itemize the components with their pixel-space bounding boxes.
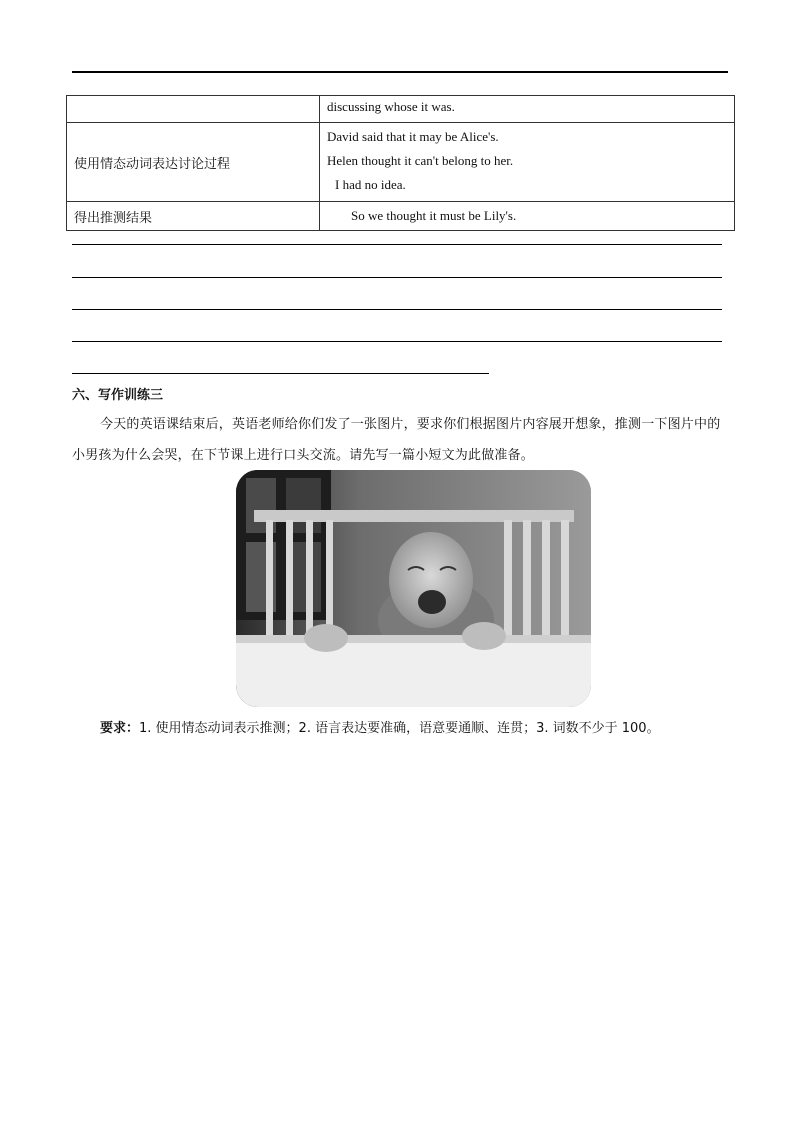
writing-structure-table bbox=[66, 95, 735, 231]
table-cell-left: 得出推测结果 bbox=[67, 202, 320, 231]
table-cell-left bbox=[67, 96, 320, 123]
table-row bbox=[67, 202, 735, 231]
table-row bbox=[67, 123, 735, 202]
table-cell-right bbox=[320, 202, 735, 231]
cell-line: Helen thought it can't belong to her. bbox=[327, 153, 514, 168]
writing-line[interactable] bbox=[72, 277, 722, 278]
table-row bbox=[67, 96, 735, 123]
cell-text: discussing whose it was. bbox=[327, 99, 455, 114]
requirements-text: 1. 使用情态动词表示推测；2. 语言表达要准确，语意要通顺、连贯；3. 词数不少于 100。 bbox=[139, 721, 660, 736]
crying-baby-photo bbox=[236, 470, 591, 707]
requirements-label: 要求： bbox=[100, 721, 140, 736]
cell-line: David said that it may be Alice's. bbox=[327, 129, 499, 144]
table-cell-left: 使用情态动词表达讨论过程 bbox=[67, 123, 320, 202]
cell-line: I had no idea. bbox=[335, 177, 406, 192]
table-cell-right bbox=[320, 96, 735, 123]
header-rule bbox=[72, 71, 728, 73]
writing-line[interactable] bbox=[72, 341, 722, 342]
photo-illustration bbox=[236, 470, 591, 707]
table-cell-right bbox=[320, 123, 735, 202]
requirements bbox=[100, 717, 660, 736]
writing-line[interactable] bbox=[72, 309, 722, 310]
writing-line[interactable] bbox=[72, 244, 722, 245]
writing-line[interactable] bbox=[72, 373, 489, 374]
section-title: 六、写作训练三 bbox=[72, 388, 164, 403]
cell-text: So we thought it must be Lily's. bbox=[351, 208, 517, 223]
task-paragraph: 今天的英语课结束后，英语老师给你们发了一张图片，要求你们根据图片内容展开想象，推测一下图片中的小男孩为什么会哭，在下节课上进行口头交流。请先写一篇小短文为此做准备。 bbox=[72, 417, 721, 463]
